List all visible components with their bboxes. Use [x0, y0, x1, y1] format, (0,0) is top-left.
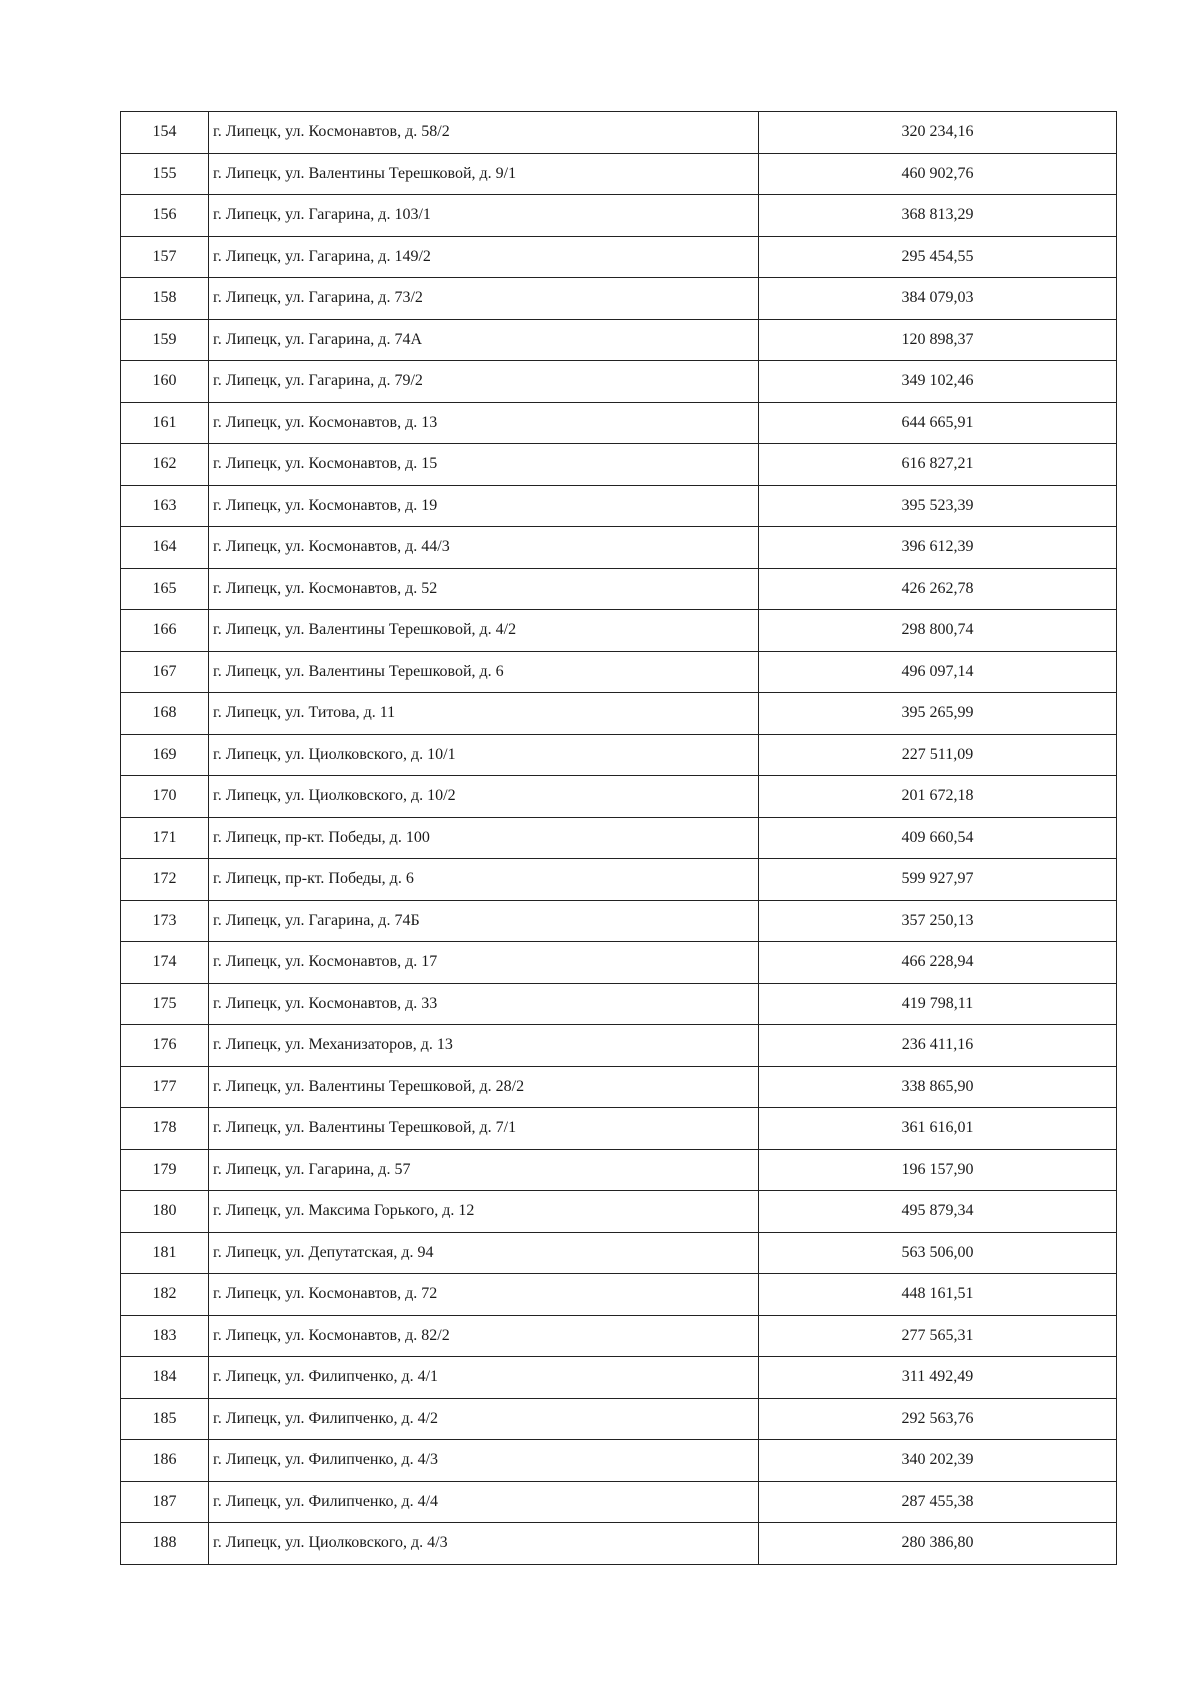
address-cell: г. Липецк, ул. Филипченко, д. 4/1	[209, 1357, 759, 1399]
address-cell: г. Липецк, ул. Гагарина, д. 149/2	[209, 236, 759, 278]
table-row	[121, 1315, 1117, 1357]
amount-cell: 426 262,78	[759, 568, 1117, 610]
address-cell: г. Липецк, ул. Гагарина, д. 57	[209, 1149, 759, 1191]
amount-cell: 496 097,14	[759, 651, 1117, 693]
address-cell: г. Липецк, ул. Валентины Терешковой, д. 7/1	[209, 1108, 759, 1150]
amount-cell: 196 157,90	[759, 1149, 1117, 1191]
address-cell: г. Липецк, ул. Гагарина, д. 74Б	[209, 900, 759, 942]
table-row	[121, 319, 1117, 361]
table-row	[121, 776, 1117, 818]
table-row	[121, 485, 1117, 527]
amount-cell: 644 665,91	[759, 402, 1117, 444]
address-cell: г. Липецк, ул. Космонавтов, д. 52	[209, 568, 759, 610]
table-row	[121, 1398, 1117, 1440]
address-cell: г. Липецк, ул. Космонавтов, д. 58/2	[209, 112, 759, 154]
address-cell: г. Липецк, ул. Максима Горького, д. 12	[209, 1191, 759, 1233]
table-row	[121, 693, 1117, 735]
row-number-cell: 164	[121, 527, 209, 569]
amount-cell: 419 798,11	[759, 983, 1117, 1025]
table-row	[121, 1523, 1117, 1565]
row-number-cell: 180	[121, 1191, 209, 1233]
amount-cell: 349 102,46	[759, 361, 1117, 403]
table-row	[121, 1191, 1117, 1233]
amount-cell: 120 898,37	[759, 319, 1117, 361]
table-row	[121, 236, 1117, 278]
row-number-cell: 170	[121, 776, 209, 818]
amount-cell: 320 234,16	[759, 112, 1117, 154]
row-number-cell: 157	[121, 236, 209, 278]
address-cell: г. Липецк, ул. Валентины Терешковой, д. 28/2	[209, 1066, 759, 1108]
row-number-cell: 160	[121, 361, 209, 403]
amount-cell: 292 563,76	[759, 1398, 1117, 1440]
address-cell: г. Липецк, ул. Циолковского, д. 4/3	[209, 1523, 759, 1565]
table-row	[121, 1149, 1117, 1191]
amount-cell: 396 612,39	[759, 527, 1117, 569]
table-row	[121, 195, 1117, 237]
row-number-cell: 166	[121, 610, 209, 652]
row-number-cell: 178	[121, 1108, 209, 1150]
amount-cell: 466 228,94	[759, 942, 1117, 984]
amount-cell: 311 492,49	[759, 1357, 1117, 1399]
address-cell: г. Липецк, ул. Филипченко, д. 4/4	[209, 1481, 759, 1523]
table-row	[121, 734, 1117, 776]
table-row	[121, 153, 1117, 195]
row-number-cell: 155	[121, 153, 209, 195]
row-number-cell: 186	[121, 1440, 209, 1482]
table-row	[121, 942, 1117, 984]
table-row	[121, 1274, 1117, 1316]
amount-cell: 295 454,55	[759, 236, 1117, 278]
address-cell: г. Липецк, пр-кт. Победы, д. 6	[209, 859, 759, 901]
row-number-cell: 184	[121, 1357, 209, 1399]
address-cell: г. Липецк, ул. Космонавтов, д. 44/3	[209, 527, 759, 569]
registry-table-body	[121, 112, 1117, 1565]
table-row	[121, 859, 1117, 901]
amount-cell: 448 161,51	[759, 1274, 1117, 1316]
table-row	[121, 444, 1117, 486]
amount-cell: 338 865,90	[759, 1066, 1117, 1108]
row-number-cell: 176	[121, 1025, 209, 1067]
table-row	[121, 1357, 1117, 1399]
row-number-cell: 158	[121, 278, 209, 320]
row-number-cell: 177	[121, 1066, 209, 1108]
amount-cell: 616 827,21	[759, 444, 1117, 486]
address-cell: г. Липецк, ул. Валентины Терешковой, д. 4/2	[209, 610, 759, 652]
amount-cell: 368 813,29	[759, 195, 1117, 237]
table-row	[121, 1108, 1117, 1150]
registry-table	[120, 111, 1117, 1565]
address-cell: г. Липецк, пр-кт. Победы, д. 100	[209, 817, 759, 859]
table-row	[121, 527, 1117, 569]
row-number-cell: 174	[121, 942, 209, 984]
table-row	[121, 568, 1117, 610]
row-number-cell: 171	[121, 817, 209, 859]
address-cell: г. Липецк, ул. Филипченко, д. 4/3	[209, 1440, 759, 1482]
table-row	[121, 1232, 1117, 1274]
address-cell: г. Липецк, ул. Космонавтов, д. 33	[209, 983, 759, 1025]
address-cell: г. Липецк, ул. Валентины Терешковой, д. 6	[209, 651, 759, 693]
address-cell: г. Липецк, ул. Космонавтов, д. 19	[209, 485, 759, 527]
amount-cell: 298 800,74	[759, 610, 1117, 652]
amount-cell: 236 411,16	[759, 1025, 1117, 1067]
table-row	[121, 651, 1117, 693]
address-cell: г. Липецк, ул. Циолковского, д. 10/2	[209, 776, 759, 818]
address-cell: г. Липецк, ул. Космонавтов, д. 15	[209, 444, 759, 486]
row-number-cell: 181	[121, 1232, 209, 1274]
table-row	[121, 112, 1117, 154]
amount-cell: 357 250,13	[759, 900, 1117, 942]
row-number-cell: 175	[121, 983, 209, 1025]
row-number-cell: 168	[121, 693, 209, 735]
address-cell: г. Липецк, ул. Космонавтов, д. 17	[209, 942, 759, 984]
row-number-cell: 182	[121, 1274, 209, 1316]
address-cell: г. Липецк, ул. Филипченко, д. 4/2	[209, 1398, 759, 1440]
amount-cell: 563 506,00	[759, 1232, 1117, 1274]
address-cell: г. Липецк, ул. Циолковского, д. 10/1	[209, 734, 759, 776]
table-row	[121, 1025, 1117, 1067]
table-row	[121, 610, 1117, 652]
address-cell: г. Липецк, ул. Гагарина, д. 73/2	[209, 278, 759, 320]
amount-cell: 384 079,03	[759, 278, 1117, 320]
table-row	[121, 1440, 1117, 1482]
address-cell: г. Липецк, ул. Космонавтов, д. 13	[209, 402, 759, 444]
table-row	[121, 900, 1117, 942]
row-number-cell: 179	[121, 1149, 209, 1191]
row-number-cell: 156	[121, 195, 209, 237]
address-cell: г. Липецк, ул. Космонавтов, д. 72	[209, 1274, 759, 1316]
table-row	[121, 1481, 1117, 1523]
table-row	[121, 278, 1117, 320]
amount-cell: 227 511,09	[759, 734, 1117, 776]
address-cell: г. Липецк, ул. Титова, д. 11	[209, 693, 759, 735]
row-number-cell: 167	[121, 651, 209, 693]
table-row	[121, 361, 1117, 403]
row-number-cell: 161	[121, 402, 209, 444]
address-cell: г. Липецк, ул. Гагарина, д. 79/2	[209, 361, 759, 403]
address-cell: г. Липецк, ул. Механизаторов, д. 13	[209, 1025, 759, 1067]
row-number-cell: 173	[121, 900, 209, 942]
amount-cell: 395 265,99	[759, 693, 1117, 735]
amount-cell: 201 672,18	[759, 776, 1117, 818]
table-row	[121, 1066, 1117, 1108]
row-number-cell: 169	[121, 734, 209, 776]
table-row	[121, 983, 1117, 1025]
table-row	[121, 402, 1117, 444]
amount-cell: 395 523,39	[759, 485, 1117, 527]
row-number-cell: 172	[121, 859, 209, 901]
amount-cell: 361 616,01	[759, 1108, 1117, 1150]
amount-cell: 409 660,54	[759, 817, 1117, 859]
address-cell: г. Липецк, ул. Депутатская, д. 94	[209, 1232, 759, 1274]
row-number-cell: 188	[121, 1523, 209, 1565]
amount-cell: 277 565,31	[759, 1315, 1117, 1357]
row-number-cell: 185	[121, 1398, 209, 1440]
row-number-cell: 163	[121, 485, 209, 527]
row-number-cell: 159	[121, 319, 209, 361]
row-number-cell: 187	[121, 1481, 209, 1523]
row-number-cell: 165	[121, 568, 209, 610]
row-number-cell: 183	[121, 1315, 209, 1357]
amount-cell: 495 879,34	[759, 1191, 1117, 1233]
amount-cell: 599 927,97	[759, 859, 1117, 901]
address-cell: г. Липецк, ул. Космонавтов, д. 82/2	[209, 1315, 759, 1357]
row-number-cell: 154	[121, 112, 209, 154]
row-number-cell: 162	[121, 444, 209, 486]
amount-cell: 460 902,76	[759, 153, 1117, 195]
amount-cell: 287 455,38	[759, 1481, 1117, 1523]
address-cell: г. Липецк, ул. Гагарина, д. 74А	[209, 319, 759, 361]
amount-cell: 280 386,80	[759, 1523, 1117, 1565]
amount-cell: 340 202,39	[759, 1440, 1117, 1482]
address-cell: г. Липецк, ул. Гагарина, д. 103/1	[209, 195, 759, 237]
address-cell: г. Липецк, ул. Валентины Терешковой, д. 9/1	[209, 153, 759, 195]
table-row	[121, 817, 1117, 859]
